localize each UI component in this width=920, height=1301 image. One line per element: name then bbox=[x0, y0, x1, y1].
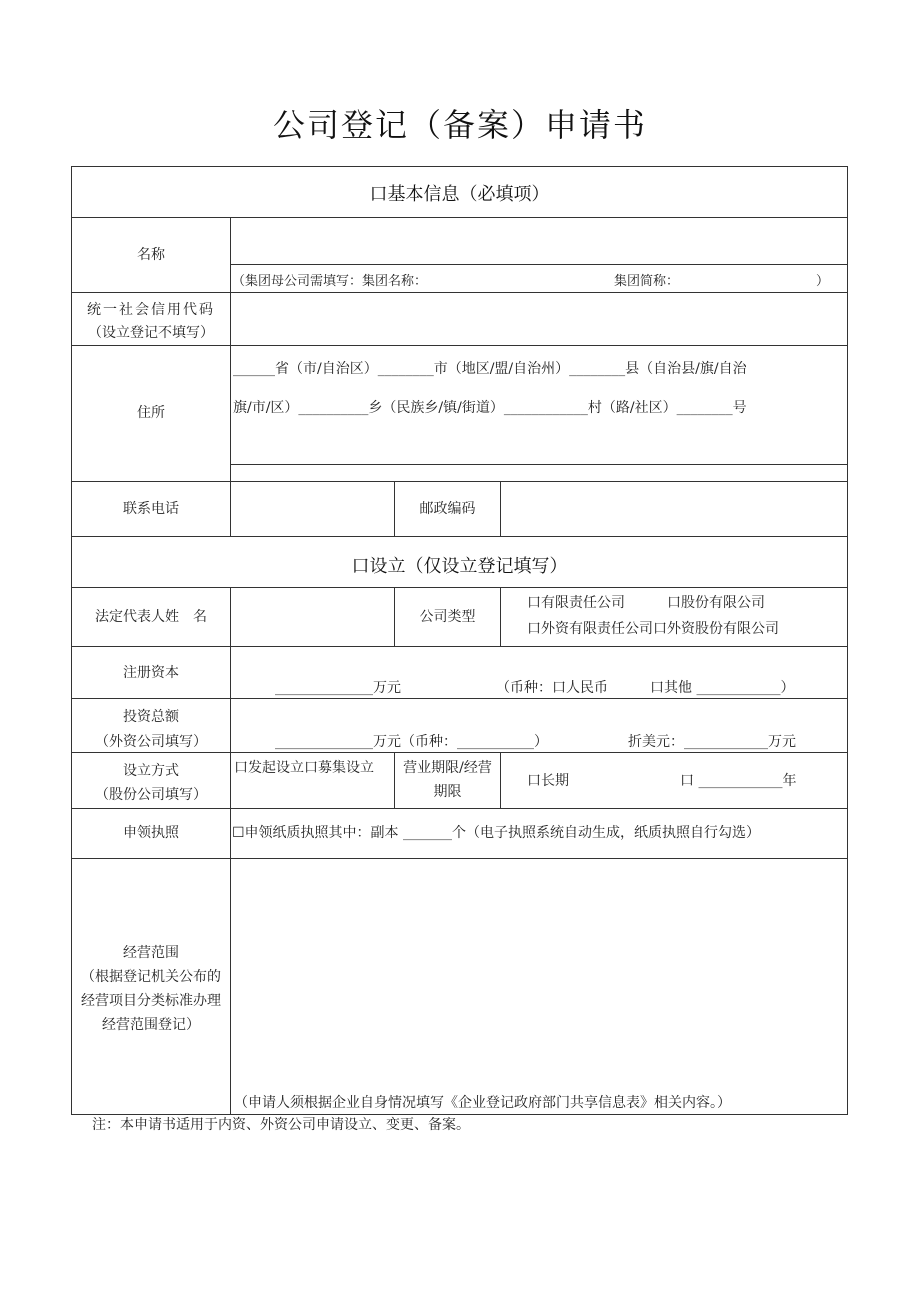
credit-code-label: 统一社会信用代码 bbox=[87, 302, 215, 318]
company-type-options-2[interactable]: 口外资有限责任公司口外资股份有限公司 bbox=[527, 621, 779, 637]
business-scope-sublabel-3: 经营范围登记） bbox=[102, 1017, 200, 1033]
address-line1[interactable]: ______省（市/自治区）________市（地区/盟/自治州）________县（自治县/旗/自治 bbox=[233, 361, 747, 377]
credit-code-input[interactable] bbox=[231, 293, 847, 345]
phone-label: 联系电话 bbox=[123, 501, 179, 517]
license-option[interactable]: ☐申领纸质执照其中：副本 _______个（电子执照系统自动生成，纸质执照自行勾选） bbox=[232, 825, 760, 841]
business-term-label: 营业期限/经营 bbox=[403, 760, 492, 776]
postal-code-label: 邮政编码 bbox=[419, 501, 476, 517]
business-scope-note: （申请人须根据企业自身情况填写《企业登记政府部门共享信息表》相关内容。） bbox=[234, 1095, 731, 1111]
term-years[interactable]: 口 ____________年 bbox=[680, 773, 797, 789]
section-basic-info: 口基本信息（必填项） bbox=[369, 184, 550, 205]
total-investment-sublabel: （外资公司填写） bbox=[95, 734, 207, 750]
footer-note: 注：本申请书适用于内资、外资公司申请设立、变更、备案。 bbox=[92, 1117, 470, 1133]
usd-equivalent[interactable]: 折美元：____________万元 bbox=[628, 734, 796, 750]
total-investment-amount[interactable]: ______________万元（币种：___________） bbox=[275, 734, 548, 750]
registered-capital-label: 注册资本 bbox=[123, 665, 179, 681]
total-investment-label: 投资总额 bbox=[123, 709, 179, 725]
legal-rep-label: 法定代表人姓 名 bbox=[95, 609, 207, 625]
group-name-note: （集团母公司需填写：集团名称： bbox=[232, 274, 428, 289]
business-scope-sublabel-1: （根据登记机关公布的 bbox=[81, 969, 221, 985]
company-type-label: 公司类型 bbox=[419, 609, 476, 625]
postal-code-input[interactable] bbox=[501, 482, 847, 536]
business-scope-sublabel-2: 经营项目分类标准办理 bbox=[81, 993, 221, 1009]
registered-capital-currency[interactable]: （币种：口人民币 口其他 ____________） bbox=[496, 680, 795, 696]
establish-method-label: 设立方式 bbox=[123, 763, 179, 779]
business-scope-input[interactable] bbox=[231, 859, 847, 1089]
long-term-checkbox[interactable]: 口长期 bbox=[527, 773, 569, 789]
phone-input[interactable] bbox=[231, 482, 394, 536]
registered-capital-amount[interactable]: ______________万元 bbox=[275, 680, 401, 696]
address-label: 住所 bbox=[137, 405, 165, 421]
name-input[interactable] bbox=[231, 218, 847, 264]
credit-code-sublabel: （设立登记不填写） bbox=[88, 325, 214, 341]
group-note-close: ） bbox=[816, 274, 830, 289]
business-scope-label: 经营范围 bbox=[123, 945, 179, 961]
page-title: 公司登记（备案）申请书 bbox=[272, 106, 647, 144]
company-type-options-1[interactable]: 口有限责任公司 口股份有限公司 bbox=[527, 595, 765, 611]
group-short-name-label: 集团简称： bbox=[614, 274, 680, 289]
section-establish: 口设立（仅设立登记填写） bbox=[351, 556, 568, 577]
business-term-sublabel: 期限 bbox=[433, 784, 462, 800]
address-line2[interactable]: 旗/市/区）__________乡（民族乡/镇/街道）____________村（路/社区）________号 bbox=[233, 400, 747, 416]
establish-method-options[interactable]: 口发起设立口募集设立 bbox=[234, 760, 374, 776]
establish-method-sublabel: （股份公司填写） bbox=[95, 787, 207, 803]
name-label: 名称 bbox=[137, 247, 165, 263]
license-label: 申领执照 bbox=[123, 825, 179, 841]
legal-rep-input[interactable] bbox=[231, 588, 394, 646]
